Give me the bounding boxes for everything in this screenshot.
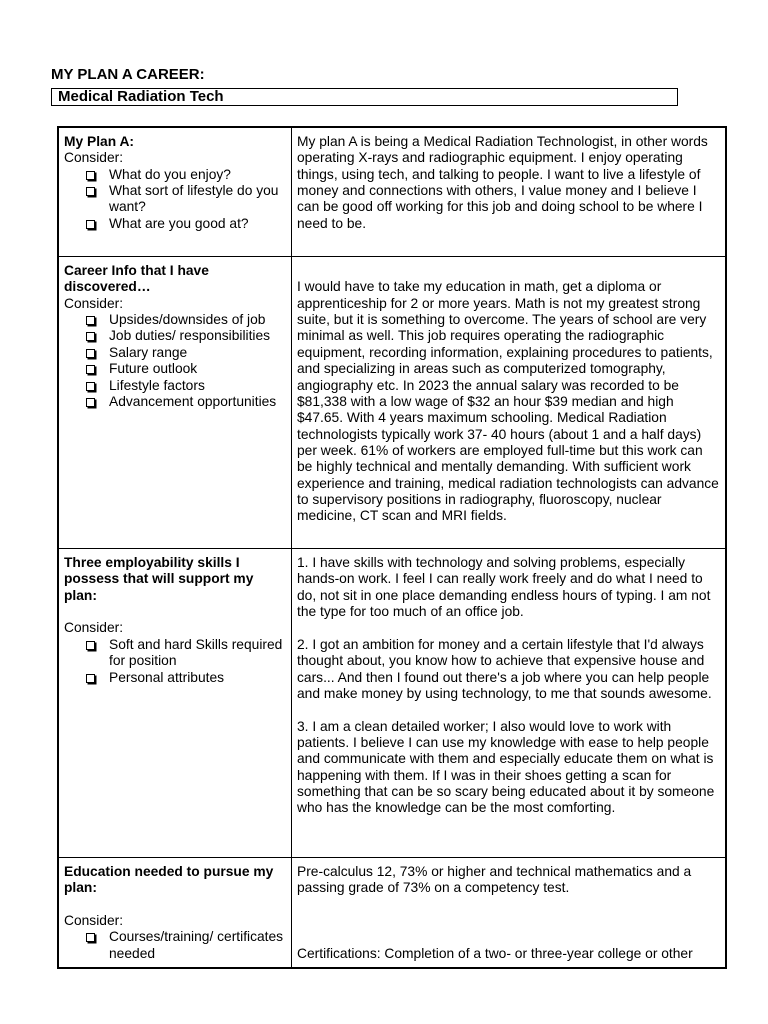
checkbox-icon — [86, 382, 95, 391]
checklist-item-label: Salary range — [109, 344, 188, 360]
consider-label: Consider: — [64, 913, 124, 929]
answer-line: and specializing in areas such as computerized tomography, — [297, 361, 666, 377]
answer-paragraph — [297, 134, 723, 232]
answer-cell — [292, 858, 725, 967]
checklist-item-label: Courses/training/ certificates needed — [109, 929, 284, 961]
answer-line: $47.65. With 4 years maximum schooling. Medical Radiation — [297, 410, 667, 426]
answer-line: technologists typically work 37- 40 hours (about 1 and a half days) — [297, 426, 702, 442]
checkbox-icon — [86, 933, 95, 942]
answer-line: do, not sit in one place demanding endless hours of typing. I am not — [297, 587, 711, 603]
consider-label: Consider: — [64, 295, 124, 311]
answer-paragraph — [297, 555, 723, 620]
consider-checklist — [64, 312, 286, 410]
consider-checklist — [64, 929, 286, 962]
answer-line: I would have to take my education in math, get a diploma or — [297, 279, 662, 295]
answer-paragraph — [297, 637, 723, 702]
checklist-item-label: Upsides/downsides of job — [109, 312, 266, 328]
consider-checklist — [64, 637, 286, 686]
consider-label: Consider: — [64, 150, 124, 166]
checklist-item — [64, 670, 286, 686]
answer-line: minimal as well. This job requires operating the radiographic — [297, 328, 665, 344]
answer-line: experience and training, medical radiation technologists can advance — [297, 475, 719, 491]
answer-line: suite, but it is something to overcome. The years of school are very — [297, 312, 707, 328]
answer-cell — [292, 128, 725, 256]
row-career-info — [59, 257, 725, 549]
prompt-cell — [59, 128, 292, 256]
consider-label: Consider: — [64, 620, 124, 636]
section-heading: Education needed to pursue my plan: — [64, 864, 274, 896]
answer-line: happening with them. If I was in their shoes getting a scan for — [297, 767, 672, 783]
prompt-cell — [59, 858, 292, 967]
checklist-item — [64, 394, 286, 410]
checkbox-icon — [86, 641, 95, 650]
answer-line: need to be. — [297, 215, 367, 231]
checklist-item — [64, 361, 286, 377]
checklist-item-label: Lifestyle factors — [109, 377, 205, 393]
answer-line: apprenticeship for 2 or more years. Math is not my greatest strong — [297, 295, 701, 311]
answer-paragraph — [297, 719, 723, 817]
answer-cell — [292, 257, 725, 548]
answer-line: angiography etc. In 2023 the annual salary was recorded to be — [297, 377, 679, 393]
section-heading: My Plan A: — [64, 134, 135, 149]
checklist-item-label: Future outlook — [109, 361, 198, 377]
career-name-box: Medical Radiation Tech — [51, 88, 678, 106]
answer-line: things, using tech, and talking to people. I want to live a lifestyle of — [297, 166, 701, 182]
checklist-item — [64, 328, 286, 344]
checklist-item — [64, 929, 286, 962]
answer-line: and communicate with them and especially educate them on what is — [297, 751, 714, 767]
answer-line: to supervisory positions in radiography, fluoroscopy, nuclear — [297, 492, 662, 508]
answer-line: equipment, recording information, explaining procedures to patients, — [297, 344, 713, 360]
answer-line: hands-on work. I feel I can really work freely and do what I need to — [297, 571, 703, 587]
section-heading: Career Info that I have discovered… — [64, 263, 209, 295]
answer-paragraph — [297, 946, 723, 962]
checkbox-icon — [86, 332, 95, 341]
checklist-item — [64, 312, 286, 328]
answer-line: medicine, CT scan and MRI fields. — [297, 508, 507, 524]
checklist-item-label: Soft and hard Skills required for position — [109, 636, 283, 669]
checklist-item-label: What do you enjoy? — [109, 166, 231, 182]
prompt-cell — [59, 257, 292, 548]
answer-line: My plan A is being a Medical Radiation Technologist, in other words — [297, 134, 708, 149]
checklist-item — [64, 345, 286, 361]
answer-line: something that can be so scary being educated about it by someone — [297, 784, 715, 800]
answer-line: operating X-rays and radiographic equipment. I enjoy operating — [297, 150, 683, 166]
answer-line: the type for too much of an office job. — [297, 604, 524, 620]
career-plan-table — [57, 126, 727, 969]
answer-line: per week. 61% of workers are employed full-time but this work can — [297, 442, 703, 458]
checklist-item — [64, 183, 286, 216]
checkbox-icon — [86, 398, 95, 407]
checklist-item — [64, 378, 286, 394]
checkbox-icon — [86, 316, 95, 325]
answer-line: cars... And then I found out there's a job where you can help people — [297, 669, 710, 685]
checklist-item-label: What are you good at? — [109, 215, 249, 231]
row-education — [59, 858, 725, 967]
answer-line: thought about, you know how to achieve that expensive house and — [297, 653, 705, 669]
answer-line: 3. I am a clean detailed worker; I also would love to work with — [297, 718, 672, 734]
checkbox-icon — [86, 187, 95, 196]
answer-line: 2. I got an ambition for money and a certain lifestyle that I'd always — [297, 636, 704, 652]
checklist-item-label: What sort of lifestyle do you want? — [109, 183, 279, 215]
answer-paragraph — [297, 279, 723, 524]
checklist-item — [64, 167, 286, 183]
checklist-item-label: Advancement opportunities — [109, 393, 277, 409]
checkbox-icon — [86, 674, 95, 683]
checkbox-icon — [86, 349, 95, 358]
answer-line: passing grade of 73% on a competency test. — [297, 880, 570, 896]
checklist-item — [64, 637, 286, 670]
answer-paragraph — [297, 864, 723, 897]
section-heading: Three employability skills I possess that will support my plan: — [64, 555, 254, 603]
checkbox-icon — [86, 171, 95, 180]
page-title: MY PLAN A CAREER: — [51, 66, 205, 83]
answer-cell — [292, 549, 725, 857]
answer-line: Pre-calculus 12, 73% or higher and technical mathematics and a — [297, 864, 692, 879]
answer-line: be highly technical and mentally demanding. With sufficient work — [297, 459, 691, 475]
checklist-item — [64, 216, 286, 232]
answer-line: money and connections with others, I value money and I believe I — [297, 183, 697, 199]
checkbox-icon — [86, 365, 95, 374]
checklist-item-label: Job duties/ responsibilities — [109, 328, 271, 344]
checklist-item-label: Personal attributes — [109, 669, 225, 685]
row-employability-skills — [59, 549, 725, 858]
answer-line: who has the knowledge can be the most comforting. — [297, 800, 616, 816]
answer-line: patients. I believe I can use my knowledge with ease to help people — [297, 734, 709, 750]
answer-line: 1. I have skills with technology and solving problems, especially — [297, 555, 686, 570]
answer-line: Certifications: Completion of a two- or three-year college or other — [297, 945, 693, 961]
consider-checklist — [64, 167, 286, 232]
answer-line: $81,338 with a low wage of $32 an hour $39 median and high — [297, 393, 674, 409]
prompt-cell — [59, 549, 292, 857]
checkbox-icon — [86, 220, 95, 229]
answer-line: and make money by using technology, to me that sounds awesome. — [297, 685, 712, 701]
row-plan-a — [59, 128, 725, 257]
answer-line: can be good off working for this job and doing school to be where I — [297, 199, 703, 215]
